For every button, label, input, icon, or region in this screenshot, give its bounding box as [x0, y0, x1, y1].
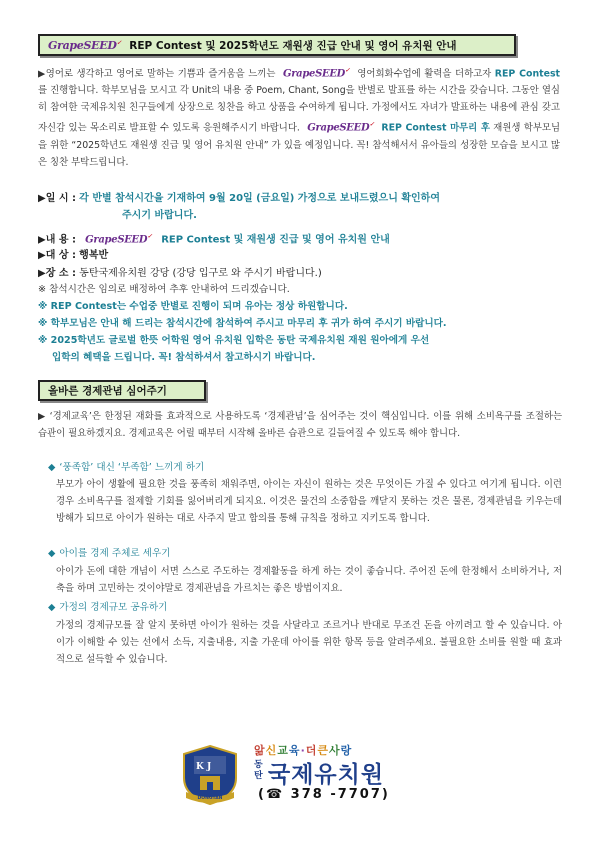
school-name: 국제유치원: [268, 762, 385, 788]
note-2: ※ REP Contest는 수업중 반별로 진행이 되며 유아는 정상 하원합니다.: [38, 301, 348, 312]
grapeseed-logo-content: GrapeSEED✓: [85, 233, 152, 246]
detail-content: ▶내 용 : GrapeSEED✓ REP Contest 및 재원생 진급 및 영어 유치원 안내: [38, 228, 578, 248]
school-phone: (☎ 378 -7707): [258, 787, 390, 802]
sub-heading-1: ◆ ‘풍족함’ 대신 ‘부족함’ 느끼게 하기: [48, 462, 205, 473]
grapeseed-logo-inline: GrapeSEED✓: [282, 67, 350, 80]
school-footer-logo: [180, 742, 430, 808]
diamond-icon: ◆: [48, 602, 56, 613]
diamond-icon: ◆: [48, 548, 56, 559]
school-slogan: 앎신교육·더큰사랑: [254, 744, 353, 757]
school-crest-icon: [180, 744, 240, 806]
header-title-box: [38, 34, 516, 56]
note-4-cont: 입학의 혜택을 드립니다. 꼭! 참석하셔서 참고하시기 바랍니다.: [52, 352, 316, 363]
note-4: ※ 2025학년도 글로벌 한뜻 어학원 영어 유치원 입학은 동탄 국제유치원 재원 원아에게 우선: [38, 335, 430, 346]
section2-intro: ▶ ‘경제교육’은 한정된 재화를 효과적으로 사용하도록 ‘경제관념’을 심어주는 것이 핵심입니다. 이를 위해 소비욕구를 조절하는 습관이 필요하겠지요. 경제교육은 어릴 때부터 시작해 올바른 습관으로 길들여질 수 있도록 해야 합니다.: [38, 411, 562, 439]
sub-heading-3: ◆ 가정의 경제규모 공유하기: [48, 602, 168, 613]
section2-title: 올바른 경제관념 심어주기: [48, 385, 167, 397]
intro-paragraph: ▶영어로 생각하고 영어로 말하는 기쁨과 즐거움을 느끼는 GrapeSEED✓ 영어회화수업에 활력을 더하고자 REP Contest를 진행합니다. 학부모님을 모시고 각 Unit의 내용 중 Poem, Chant, Song을 반별로 발표를 하는 시간을 갖습니다. 그동안 열심히 참여한 국제유치원 친구들에게 상장으로 칭찬을 하고 상품을 수여하게 됩니다. 가정에서도 자녀가 발표하는 내용에 관심 갖고 자신감 있는 목소리로 발표할 수 있도록 응원해주시기 바랍니다. GrapeSEED✓ REP Contest 마무리 후 재원생 학부모님을 위한 “2025학년도 재원생 진급 및 영어 유치원 안내” 가 있을 예정입니다. 꼭! 참석해서서 유아들의 성장한 모습을 보시고 많은 칭찬 부탁드립니다.: [38, 62, 560, 171]
svg-text:K J: K J: [196, 762, 212, 772]
school-region: 동탄: [254, 760, 263, 781]
detail-place: ▶장 소 : 동탄국제유치원 강당 (강당 입구로 와 주시기 바랍니다.): [38, 268, 322, 279]
svg-text:DONGTAN: DONGTAN: [197, 796, 223, 801]
sub-body-2: 아이가 돈에 대한 개념이 서면 스스로 주도하는 경제활동을 하게 하는 것이 좋습니다. 주어진 돈에 한정해서 소비하거나, 저축을 하며 고민하는 것이야말로 경제관념을 가르치는 좋은 방법이지요.: [56, 566, 562, 594]
sub-heading-2: ◆ 아이를 경제 주체로 세우기: [48, 548, 171, 559]
note-3: ※ 학부모님은 안내 해 드리는 참석시간에 참석하여 주시고 마무리 후 귀가 하여 주시기 바랍니다.: [38, 318, 447, 329]
sub-body-3: 가정의 경제규모를 잘 알지 못하면 아이가 원하는 것을 사달라고 조르거나 반대로 무조건 돈을 아끼려고 할 수 있습니다. 아이가 이해할 수 있는 선에서 소득, 지출내용, 지출 가운데 아이를 위한 항목 등을 알려주세요. 불필요한 소비를 원할 때 효과적으로 설득할 수 있습니다.: [56, 620, 562, 665]
sub-body-1: 부모가 아이 생활에 필요한 것을 풍족히 채워주면, 아이는 자신이 원하는 것은 무엇이든 가질 수 있다고 여기게 됩니다. 이런 경우 소비욕구를 절제할 기회를 잃어버리게 되지요. 이것은 물건의 소중함을 깨닫지 못하는 것은 물론, 경제관념을 키우는데 방해가 되므로 아이가 원하는 대로 사주지 말고 합의를 통해 규칙을 정하고 지키도록 합니다.: [56, 479, 562, 524]
diamond-icon: ◆: [48, 462, 56, 473]
section2-title-box: [38, 380, 206, 401]
header-title: REP Contest 및 2025학년도 재원생 진급 안내 및 영어 유치원 안내: [129, 39, 457, 52]
note-1: ※ 참석시간은 임의로 배정하여 추후 안내하여 드리겠습니다.: [38, 284, 290, 295]
grapeseed-logo-inline-2: GrapeSEED✓: [307, 121, 375, 134]
grapeseed-logo: GrapeSEED✓: [48, 38, 122, 52]
detail-date-cont: 주시기 바랍니다.: [122, 210, 197, 221]
detail-date: ▶일 시 : 각 반별 참석시간을 기재하여 9월 20일 (금요일) 가정으로 보내드렸으니 확인하여: [38, 193, 440, 204]
detail-target: ▶대 상 : 행복반: [38, 250, 109, 261]
